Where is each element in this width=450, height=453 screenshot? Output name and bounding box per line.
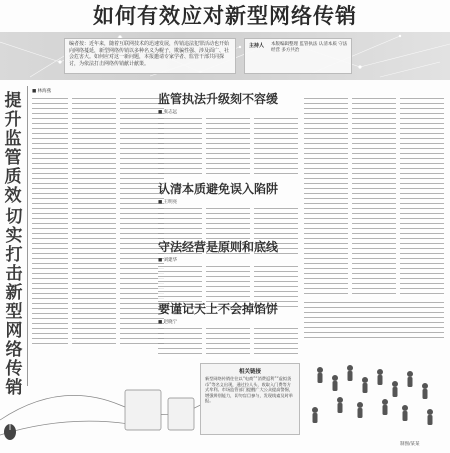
illustration-credit: 制图/某某 (400, 442, 420, 447)
article-column-2 (72, 96, 116, 346)
page-title: 如何有效应对新型网络传销 (93, 4, 357, 28)
crowd-figures-icon (312, 365, 433, 425)
right-column-2 (352, 96, 396, 296)
section-1-text-c (254, 116, 298, 176)
section-heading-3: 守法经营是原则和底线 (158, 240, 279, 254)
section-heading-2: 认清本质避免误入陷阱 (158, 182, 279, 196)
related-links-text: 新型网络传销往往以“电商”“消费返利”“虚拟货币”等名义出现，通过拉人头、收取入门费等方式牟利。市场监管部门提醒广大公众提高警惕，增强辨别能力，切勿盲目参与，发现线索及时举报。 (205, 376, 293, 404)
related-links-title: 相关链接 (238, 369, 261, 375)
section-byline-2: ■ 王明亮 (158, 200, 178, 205)
main-headline-part1: 提升监管质效 (4, 91, 22, 206)
section-byline-1: ■ 张志远 (158, 110, 178, 115)
column-divider (27, 86, 28, 386)
section-byline-4: ■ 赵晓宁 (158, 320, 178, 325)
right-column-lower (304, 300, 444, 340)
section-heading-1: 监管执法升级刻不容缓 (158, 92, 279, 106)
host-box (244, 38, 352, 74)
related-links-box (200, 363, 300, 435)
section-1-text-a (158, 116, 202, 176)
host-label: 主持人 (249, 43, 265, 49)
right-column-1 (304, 96, 348, 296)
editor-note-box (64, 38, 236, 74)
section-heading-4: 要谨记天上不会掉馅饼 (158, 302, 279, 316)
section-byline-3: ■ 刘建华 (158, 258, 178, 263)
main-headline-part2: 切实打击新型网络传销 (5, 207, 23, 398)
main-byline: ■ 林海燕 (32, 89, 52, 94)
mouse-icon (4, 424, 16, 440)
article-column-1 (32, 96, 68, 346)
host-text: 本版编辑整理 监管执法 认清本质 守法经营 多方共治 (271, 42, 348, 53)
right-column-3 (400, 96, 444, 296)
editor-note-text: 编者按：近年来，随着互联网技术的迅速发展，传销违法犯罪活动也开始向网络蔓延，新型网络传销以多种名义为幌子，欺骗性强、涉及面广、社会危害大。如何应对这一新问题，本报邀请专家学者、监管干部共同探讨，为依法打击网络传销献计献策。 (69, 41, 230, 67)
section-1-text-b (206, 116, 250, 176)
